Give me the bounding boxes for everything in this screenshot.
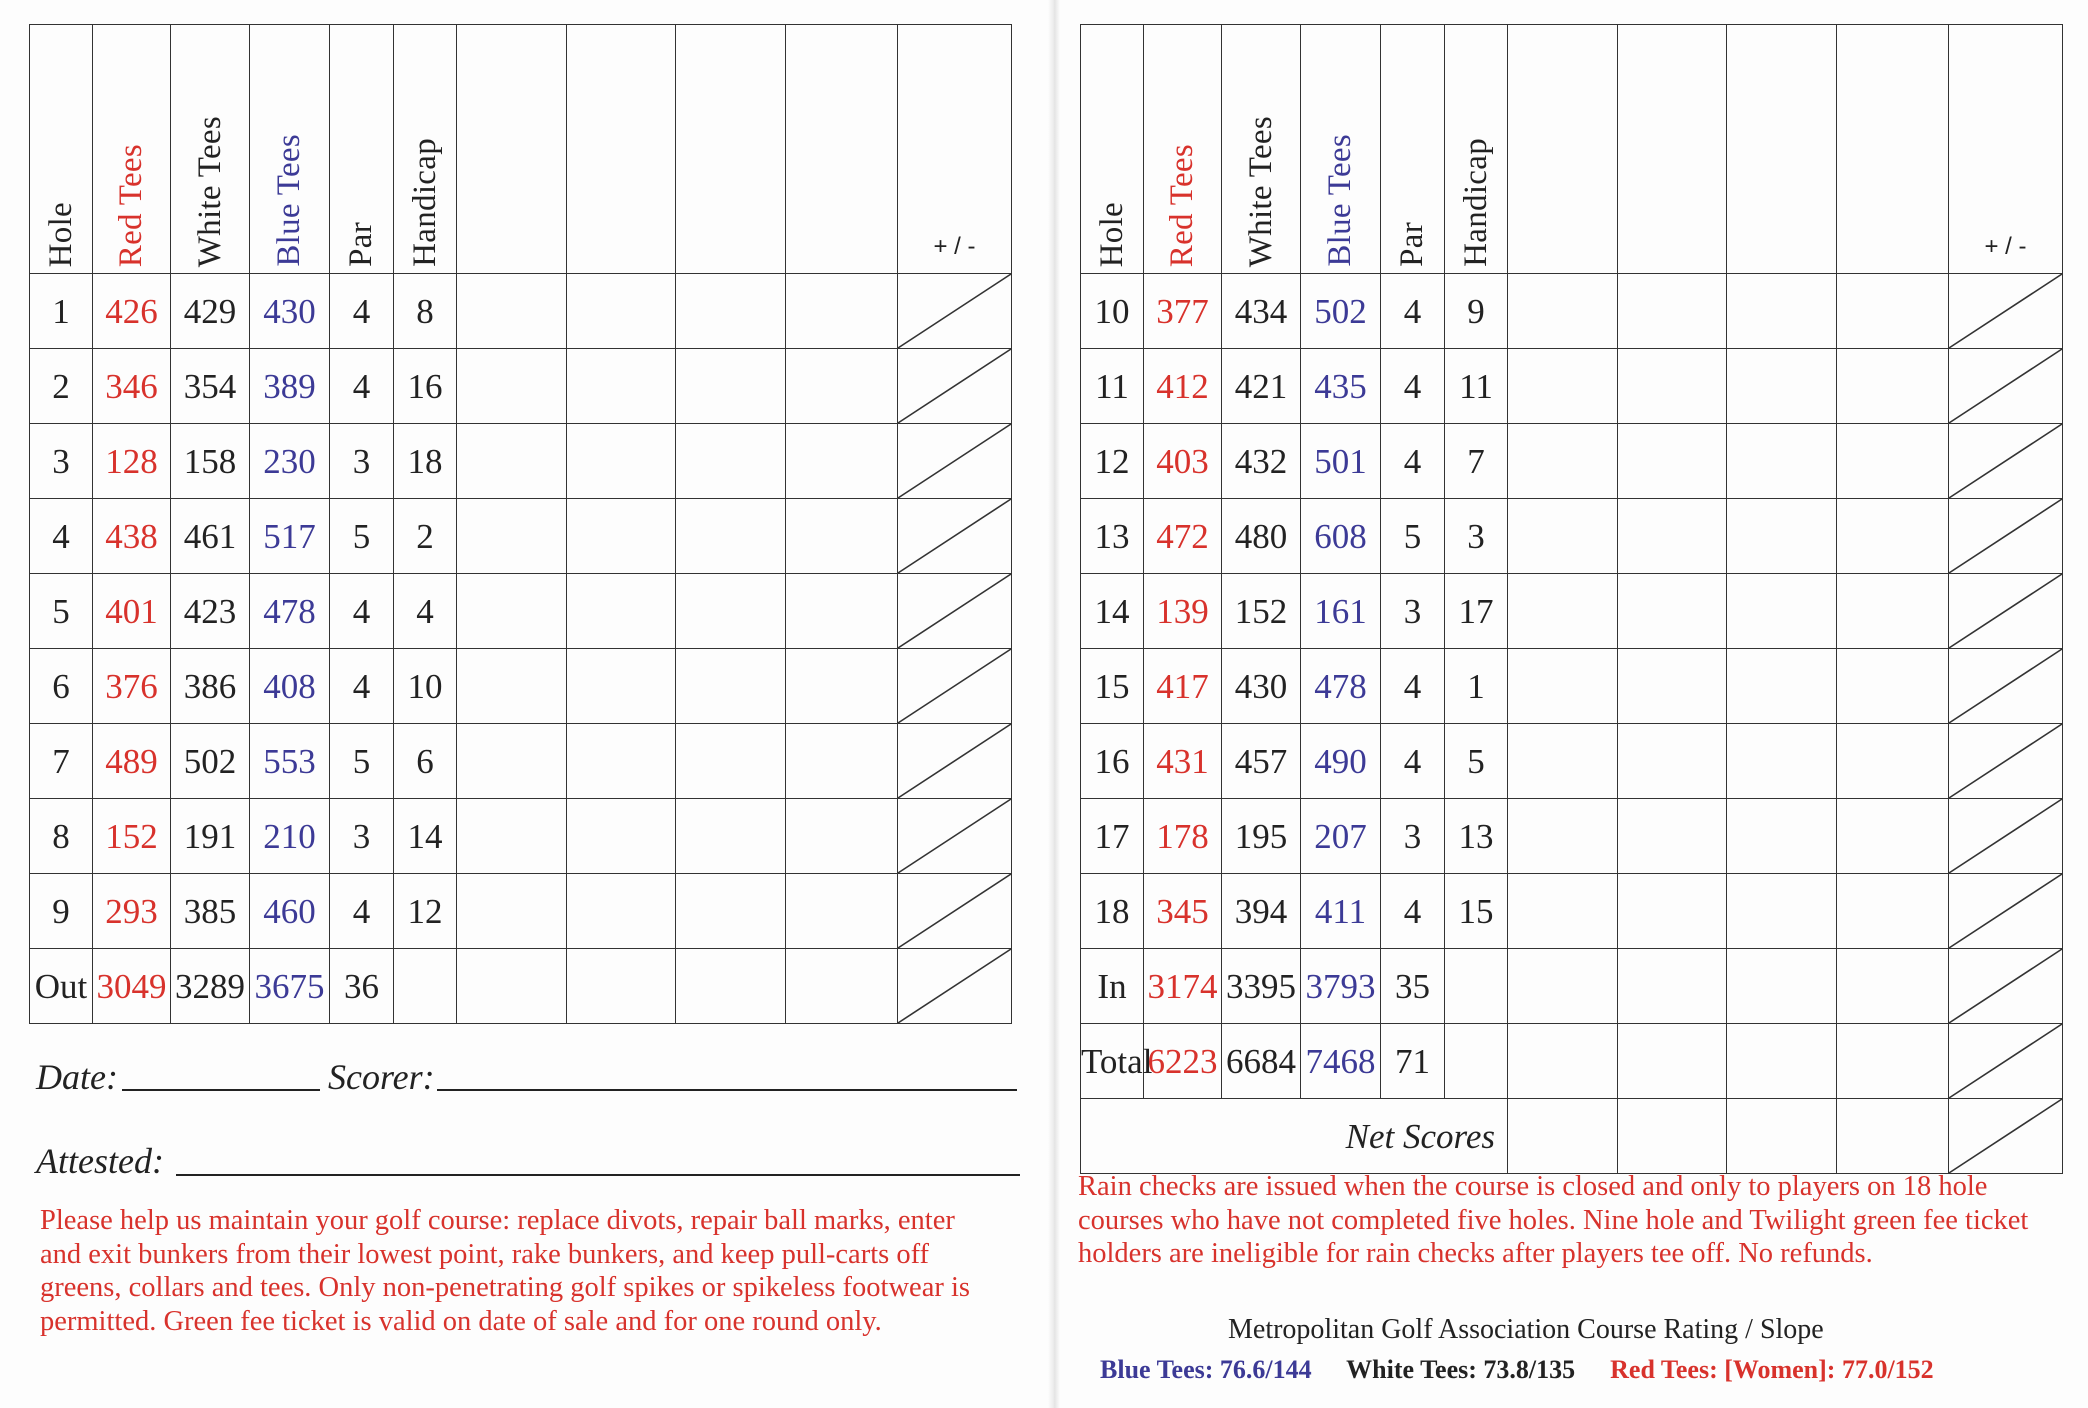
- hole-row: [1081, 874, 2063, 949]
- blue-tees-yardage: 411: [1301, 874, 1381, 949]
- hole-row: [30, 724, 1012, 799]
- blue-tees-yardage: 608: [1301, 499, 1381, 574]
- score-cell[interactable]: [786, 949, 898, 1024]
- blue-tees-yardage: 230: [250, 424, 330, 499]
- score-cell[interactable]: [1508, 349, 1618, 424]
- score-cell[interactable]: [1508, 724, 1618, 799]
- red-tees-yardage: 403: [1144, 424, 1222, 499]
- red-tees-yardage: 412: [1144, 349, 1222, 424]
- white-tees-yardage: 158: [171, 424, 250, 499]
- hole-number-cell: Out: [30, 949, 93, 1024]
- plus-minus-cell[interactable]: [898, 424, 1012, 499]
- handicap-cell: 6: [394, 724, 457, 799]
- white-tees-yardage: 480: [1222, 499, 1301, 574]
- score-cell[interactable]: [457, 349, 567, 424]
- white-tees-yardage: 423: [171, 574, 250, 649]
- red-tees-yardage: 152: [93, 799, 171, 874]
- hole-number-cell: 2: [30, 349, 93, 424]
- hole-number-cell: 10: [1081, 274, 1144, 349]
- rain-check-notice: Rain checks are issued when the course is closed and only to players on 18 hole courses who have not completed five holes. Nine hole and Twilight green fee ticket holders are ineligible for rain checks after players tee off. No refunds.: [1078, 1171, 2029, 1269]
- score-cell[interactable]: [676, 874, 786, 949]
- white-tees-yardage: 394: [1222, 874, 1301, 949]
- par-cell: 4: [1381, 349, 1445, 424]
- player-name-cell[interactable]: [1508, 25, 1618, 274]
- par-cell: 4: [330, 649, 394, 724]
- plus-minus-cell[interactable]: [1949, 724, 2063, 799]
- score-cell[interactable]: [1618, 724, 1727, 799]
- blue-tees-yardage: 3793: [1301, 949, 1381, 1024]
- net-scores-row: [1081, 1099, 2063, 1174]
- handicap-cell: 5: [1445, 724, 1508, 799]
- red-tees-yardage: 3174: [1144, 949, 1222, 1024]
- hole-number-cell: 13: [1081, 499, 1144, 574]
- score-cell[interactable]: [567, 724, 676, 799]
- handicap-cell: 11: [1445, 349, 1508, 424]
- hole-number-cell: 11: [1081, 349, 1144, 424]
- par-header: Par: [1381, 25, 1445, 274]
- red-tees-yardage: 139: [1144, 574, 1222, 649]
- hole-row: [1081, 799, 2063, 874]
- hole-header: Hole: [1081, 25, 1144, 274]
- par-cell: 3: [1381, 574, 1445, 649]
- score-cell[interactable]: [1837, 649, 1949, 724]
- red-tees-yardage: 489: [93, 724, 171, 799]
- hole-row: [30, 349, 1012, 424]
- par-cell: 4: [1381, 874, 1445, 949]
- white-tees-yardage: 191: [171, 799, 250, 874]
- score-cell[interactable]: [676, 349, 786, 424]
- score-cell[interactable]: [1618, 649, 1727, 724]
- hole-number-cell: 6: [30, 649, 93, 724]
- par-cell: 4: [1381, 274, 1445, 349]
- par-cell: 4: [330, 574, 394, 649]
- white-tees-rating: White Tees: 73.8/135: [1346, 1355, 1576, 1384]
- score-cell[interactable]: [676, 274, 786, 349]
- score-cell[interactable]: [1508, 1024, 1618, 1099]
- white-tees-yardage: 430: [1222, 649, 1301, 724]
- blue-tees-yardage: 553: [250, 724, 330, 799]
- score-cell[interactable]: [1618, 349, 1727, 424]
- par-cell: 35: [1381, 949, 1445, 1024]
- white-tees-yardage: 429: [171, 274, 250, 349]
- score-cell[interactable]: [1837, 574, 1949, 649]
- plus-minus-cell[interactable]: [1949, 349, 2063, 424]
- par-cell: 4: [1381, 724, 1445, 799]
- plus-minus-header: + / -: [1949, 25, 2063, 274]
- par-header: Par: [330, 25, 394, 274]
- handicap-cell: 1: [1445, 649, 1508, 724]
- white-tees-yardage: 3395: [1222, 949, 1301, 1024]
- hole-number-cell: 3: [30, 424, 93, 499]
- player-name-cell[interactable]: [567, 25, 676, 274]
- score-cell[interactable]: [457, 799, 567, 874]
- white-tees-yardage: 195: [1222, 799, 1301, 874]
- handicap-cell: 2: [394, 499, 457, 574]
- par-cell: 71: [1381, 1024, 1445, 1099]
- score-cell[interactable]: [457, 649, 567, 724]
- handicap-cell: 13: [1445, 799, 1508, 874]
- blue-tees-yardage: 7468: [1301, 1024, 1381, 1099]
- plus-minus-cell[interactable]: [898, 949, 1012, 1024]
- plus-minus-cell[interactable]: [898, 574, 1012, 649]
- hole-row: [1081, 649, 2063, 724]
- handicap-cell: 8: [394, 274, 457, 349]
- score-cell[interactable]: [1837, 274, 1949, 349]
- plus-minus-cell[interactable]: [1949, 274, 2063, 349]
- score-cell[interactable]: [676, 649, 786, 724]
- hole-row: [1081, 424, 2063, 499]
- blue-tees-yardage: 210: [250, 799, 330, 874]
- score-cell[interactable]: [1837, 799, 1949, 874]
- red-tees-yardage: 3049: [93, 949, 171, 1024]
- out-total-row: [30, 949, 1012, 1024]
- net-score-cell[interactable]: [1727, 1099, 1837, 1174]
- score-cell[interactable]: [1618, 799, 1727, 874]
- score-cell[interactable]: [1618, 274, 1727, 349]
- handicap-header: Handicap: [1445, 25, 1508, 274]
- blue-tees-yardage: 161: [1301, 574, 1381, 649]
- score-cell[interactable]: [1508, 499, 1618, 574]
- scorer-line[interactable]: [437, 1089, 1017, 1091]
- blue-tees-yardage: 207: [1301, 799, 1381, 874]
- score-cell[interactable]: [786, 574, 898, 649]
- score-cell[interactable]: [567, 949, 676, 1024]
- hole-number-cell: 7: [30, 724, 93, 799]
- red-tees-yardage: 377: [1144, 274, 1222, 349]
- par-cell: 4: [330, 274, 394, 349]
- course-ratings-line: [1100, 1355, 1934, 1385]
- white-tees-header: White Tees: [171, 25, 250, 274]
- red-tees-rating: Red Tees: [Women]: 77.0/152: [1610, 1355, 1934, 1384]
- score-cell[interactable]: [567, 874, 676, 949]
- red-tees-header: Red Tees: [93, 25, 171, 274]
- net-score-cell[interactable]: [1837, 1099, 1949, 1174]
- hole-header: Hole: [30, 25, 93, 274]
- hole-row: [30, 874, 1012, 949]
- score-cell[interactable]: [1727, 1024, 1837, 1099]
- score-cell[interactable]: [457, 949, 567, 1024]
- date-label: Date:: [36, 1057, 118, 1097]
- plus-minus-cell[interactable]: [898, 799, 1012, 874]
- blue-tees-header: Blue Tees: [250, 25, 330, 274]
- player-name-cell[interactable]: [786, 25, 898, 274]
- white-tees-yardage: 354: [171, 349, 250, 424]
- handicap-cell: 12: [394, 874, 457, 949]
- handicap-cell: [1445, 949, 1508, 1024]
- course-care-notice: Please help us maintain your golf course: replace divots, repair ball marks, enter and exit bunkers from their lowest point, rake bunkers, and keep pull-carts off greens, collars and tees. Only non-penetrating golf spikes or spikeless footwear is permitted. Green fee ticket is valid on date of sale and for one round only.: [40, 1205, 970, 1337]
- score-cell[interactable]: [676, 799, 786, 874]
- card-fold-crease: [1048, 0, 1060, 1408]
- blue-tees-header: Blue Tees: [1301, 25, 1381, 274]
- white-tees-yardage: 461: [171, 499, 250, 574]
- score-cell[interactable]: [676, 724, 786, 799]
- score-cell[interactable]: [457, 874, 567, 949]
- par-cell: 4: [330, 349, 394, 424]
- plus-minus-cell[interactable]: [1949, 499, 2063, 574]
- score-cell[interactable]: [567, 274, 676, 349]
- plus-minus-cell[interactable]: [1949, 874, 2063, 949]
- handicap-cell: 18: [394, 424, 457, 499]
- score-cell[interactable]: [1508, 574, 1618, 649]
- blue-tees-yardage: 460: [250, 874, 330, 949]
- plus-minus-header: + / -: [898, 25, 1012, 274]
- blue-tees-yardage: 408: [250, 649, 330, 724]
- blue-tees-yardage: 517: [250, 499, 330, 574]
- hole-number-cell: In: [1081, 949, 1144, 1024]
- grand-total-row: [1081, 1024, 2063, 1099]
- score-cell[interactable]: [1727, 799, 1837, 874]
- score-cell[interactable]: [676, 424, 786, 499]
- white-tees-yardage: 385: [171, 874, 250, 949]
- score-cell[interactable]: [786, 799, 898, 874]
- score-cell[interactable]: [786, 499, 898, 574]
- net-score-cell[interactable]: [1618, 1099, 1727, 1174]
- hole-row: [1081, 499, 2063, 574]
- score-cell[interactable]: [1837, 499, 1949, 574]
- hole-row: [1081, 349, 2063, 424]
- handicap-cell: 17: [1445, 574, 1508, 649]
- plus-minus-cell[interactable]: [898, 499, 1012, 574]
- plus-minus-cell[interactable]: [1949, 574, 2063, 649]
- plus-minus-cell[interactable]: [898, 349, 1012, 424]
- white-tees-yardage: 421: [1222, 349, 1301, 424]
- par-cell: 4: [1381, 649, 1445, 724]
- par-cell: 4: [1381, 424, 1445, 499]
- hole-number-cell: 1: [30, 274, 93, 349]
- white-tees-yardage: 152: [1222, 574, 1301, 649]
- plus-minus-cell[interactable]: [898, 724, 1012, 799]
- player-name-cell[interactable]: [1727, 25, 1837, 274]
- handicap-cell: 14: [394, 799, 457, 874]
- hole-number-cell: 15: [1081, 649, 1144, 724]
- score-cell[interactable]: [1618, 499, 1727, 574]
- course-rating-title: Metropolitan Golf Association Course Rating / Slope: [1228, 1314, 1824, 1345]
- blue-tees-yardage: 501: [1301, 424, 1381, 499]
- plus-minus-cell[interactable]: [1949, 949, 2063, 1024]
- plus-minus-cell[interactable]: [1949, 424, 2063, 499]
- white-tees-header: White Tees: [1222, 25, 1301, 274]
- blue-tees-yardage: 490: [1301, 724, 1381, 799]
- front-header-row: [30, 25, 1012, 274]
- handicap-cell: 10: [394, 649, 457, 724]
- hole-row: [1081, 274, 2063, 349]
- blue-tees-yardage: 389: [250, 349, 330, 424]
- player-name-cell[interactable]: [676, 25, 786, 274]
- hole-row: [1081, 574, 2063, 649]
- white-tees-yardage: 434: [1222, 274, 1301, 349]
- score-cell[interactable]: [1727, 499, 1837, 574]
- score-cell[interactable]: [1727, 349, 1837, 424]
- score-cell[interactable]: [1508, 424, 1618, 499]
- score-cell[interactable]: [1727, 424, 1837, 499]
- score-cell[interactable]: [457, 274, 567, 349]
- score-cell[interactable]: [1618, 874, 1727, 949]
- score-cell[interactable]: [457, 424, 567, 499]
- score-cell[interactable]: [1508, 799, 1618, 874]
- blue-tees-yardage: 478: [1301, 649, 1381, 724]
- handicap-cell: [1445, 1024, 1508, 1099]
- plus-minus-cell[interactable]: [898, 874, 1012, 949]
- date-line[interactable]: [122, 1089, 320, 1091]
- plus-minus-cell[interactable]: [1949, 649, 2063, 724]
- hole-number-cell: 5: [30, 574, 93, 649]
- hole-number-cell: 12: [1081, 424, 1144, 499]
- plus-minus-cell[interactable]: [898, 274, 1012, 349]
- plus-minus-cell[interactable]: [1949, 1024, 2063, 1099]
- handicap-cell: 3: [1445, 499, 1508, 574]
- score-cell[interactable]: [567, 349, 676, 424]
- score-cell[interactable]: [1508, 874, 1618, 949]
- score-cell[interactable]: [786, 874, 898, 949]
- par-cell: 5: [1381, 499, 1445, 574]
- white-tees-yardage: 3289: [171, 949, 250, 1024]
- score-cell[interactable]: [1727, 874, 1837, 949]
- score-cell[interactable]: [567, 424, 676, 499]
- hole-number-cell: 8: [30, 799, 93, 874]
- score-cell[interactable]: [1837, 349, 1949, 424]
- score-cell[interactable]: [457, 499, 567, 574]
- attested-label: Attested:: [36, 1141, 164, 1181]
- red-tees-yardage: 426: [93, 274, 171, 349]
- score-cell[interactable]: [786, 424, 898, 499]
- hole-number-cell: 14: [1081, 574, 1144, 649]
- blue-tees-yardage: 435: [1301, 349, 1381, 424]
- score-cell[interactable]: [1618, 1024, 1727, 1099]
- white-tees-yardage: 502: [171, 724, 250, 799]
- score-cell[interactable]: [567, 574, 676, 649]
- red-tees-yardage: 293: [93, 874, 171, 949]
- score-cell[interactable]: [1618, 574, 1727, 649]
- score-cell[interactable]: [1618, 424, 1727, 499]
- net-score-cell[interactable]: [1508, 1099, 1618, 1174]
- scorer-label: Scorer:: [328, 1057, 435, 1097]
- score-cell[interactable]: [567, 499, 676, 574]
- hole-row: [30, 799, 1012, 874]
- front-nine-scorecard: [29, 24, 1012, 1024]
- white-tees-yardage: 432: [1222, 424, 1301, 499]
- player-name-cell[interactable]: [457, 25, 567, 274]
- hole-number-cell: 17: [1081, 799, 1144, 874]
- white-tees-yardage: 6684: [1222, 1024, 1301, 1099]
- handicap-cell: 9: [1445, 274, 1508, 349]
- score-cell[interactable]: [1508, 949, 1618, 1024]
- hole-row: [30, 424, 1012, 499]
- red-tees-yardage: 431: [1144, 724, 1222, 799]
- hole-number-cell: 4: [30, 499, 93, 574]
- plus-minus-cell[interactable]: [1949, 799, 2063, 874]
- score-cell[interactable]: [1837, 724, 1949, 799]
- hole-number-cell: 18: [1081, 874, 1144, 949]
- attested-line[interactable]: [176, 1174, 1020, 1176]
- red-tees-yardage: 346: [93, 349, 171, 424]
- red-tees-yardage: 345: [1144, 874, 1222, 949]
- red-tees-yardage: 6223: [1144, 1024, 1222, 1099]
- blue-tees-yardage: 502: [1301, 274, 1381, 349]
- score-cell[interactable]: [1837, 949, 1949, 1024]
- red-tees-yardage: 472: [1144, 499, 1222, 574]
- score-cell[interactable]: [1727, 949, 1837, 1024]
- score-cell[interactable]: [786, 349, 898, 424]
- back-header-row: [1081, 25, 2063, 274]
- player-name-cell[interactable]: [1837, 25, 1949, 274]
- par-cell: 5: [330, 724, 394, 799]
- red-tees-yardage: 417: [1144, 649, 1222, 724]
- hole-row: [30, 649, 1012, 724]
- red-tees-header: Red Tees: [1144, 25, 1222, 274]
- score-cell[interactable]: [567, 649, 676, 724]
- handicap-cell: 15: [1445, 874, 1508, 949]
- score-cell[interactable]: [567, 799, 676, 874]
- blue-tees-yardage: 478: [250, 574, 330, 649]
- white-tees-yardage: 386: [171, 649, 250, 724]
- score-cell[interactable]: [1727, 649, 1837, 724]
- par-cell: 36: [330, 949, 394, 1024]
- par-cell: 3: [330, 799, 394, 874]
- hole-row: [30, 499, 1012, 574]
- hole-number-cell: 9: [30, 874, 93, 949]
- blue-tees-yardage: 3675: [250, 949, 330, 1024]
- score-cell[interactable]: [1508, 274, 1618, 349]
- score-cell[interactable]: [1508, 649, 1618, 724]
- hole-row: [1081, 724, 2063, 799]
- red-tees-yardage: 438: [93, 499, 171, 574]
- score-cell[interactable]: [676, 499, 786, 574]
- blue-tees-yardage: 430: [250, 274, 330, 349]
- score-cell[interactable]: [786, 274, 898, 349]
- handicap-cell: [394, 949, 457, 1024]
- red-tees-yardage: 401: [93, 574, 171, 649]
- handicap-cell: 7: [1445, 424, 1508, 499]
- hole-number-cell: Total: [1081, 1024, 1144, 1099]
- red-tees-yardage: 376: [93, 649, 171, 724]
- plus-minus-cell[interactable]: [898, 649, 1012, 724]
- score-cell[interactable]: [786, 724, 898, 799]
- score-cell[interactable]: [1727, 274, 1837, 349]
- plus-minus-cell[interactable]: [1949, 1099, 2063, 1174]
- score-cell[interactable]: [457, 724, 567, 799]
- par-cell: 4: [330, 874, 394, 949]
- score-cell[interactable]: [676, 574, 786, 649]
- net-scores-label: Net Scores: [1081, 1099, 1508, 1174]
- score-cell[interactable]: [676, 949, 786, 1024]
- score-cell[interactable]: [1837, 1024, 1949, 1099]
- par-cell: 3: [1381, 799, 1445, 874]
- score-cell[interactable]: [1727, 724, 1837, 799]
- red-tees-yardage: 178: [1144, 799, 1222, 874]
- score-cell[interactable]: [1837, 874, 1949, 949]
- score-cell[interactable]: [457, 574, 567, 649]
- blue-tees-rating: Blue Tees: 76.6/144: [1100, 1355, 1312, 1384]
- par-cell: 3: [330, 424, 394, 499]
- red-tees-yardage: 128: [93, 424, 171, 499]
- score-cell[interactable]: [1727, 574, 1837, 649]
- score-cell[interactable]: [1618, 949, 1727, 1024]
- white-tees-yardage: 457: [1222, 724, 1301, 799]
- in-total-row: [1081, 949, 2063, 1024]
- hole-row: [30, 574, 1012, 649]
- score-cell[interactable]: [1837, 424, 1949, 499]
- handicap-cell: 4: [394, 574, 457, 649]
- hole-row: [30, 274, 1012, 349]
- back-nine-scorecard: [1080, 24, 2063, 1174]
- handicap-header: Handicap: [394, 25, 457, 274]
- score-cell[interactable]: [786, 649, 898, 724]
- handicap-cell: 16: [394, 349, 457, 424]
- player-name-cell[interactable]: [1618, 25, 1727, 274]
- par-cell: 5: [330, 499, 394, 574]
- hole-number-cell: 16: [1081, 724, 1144, 799]
